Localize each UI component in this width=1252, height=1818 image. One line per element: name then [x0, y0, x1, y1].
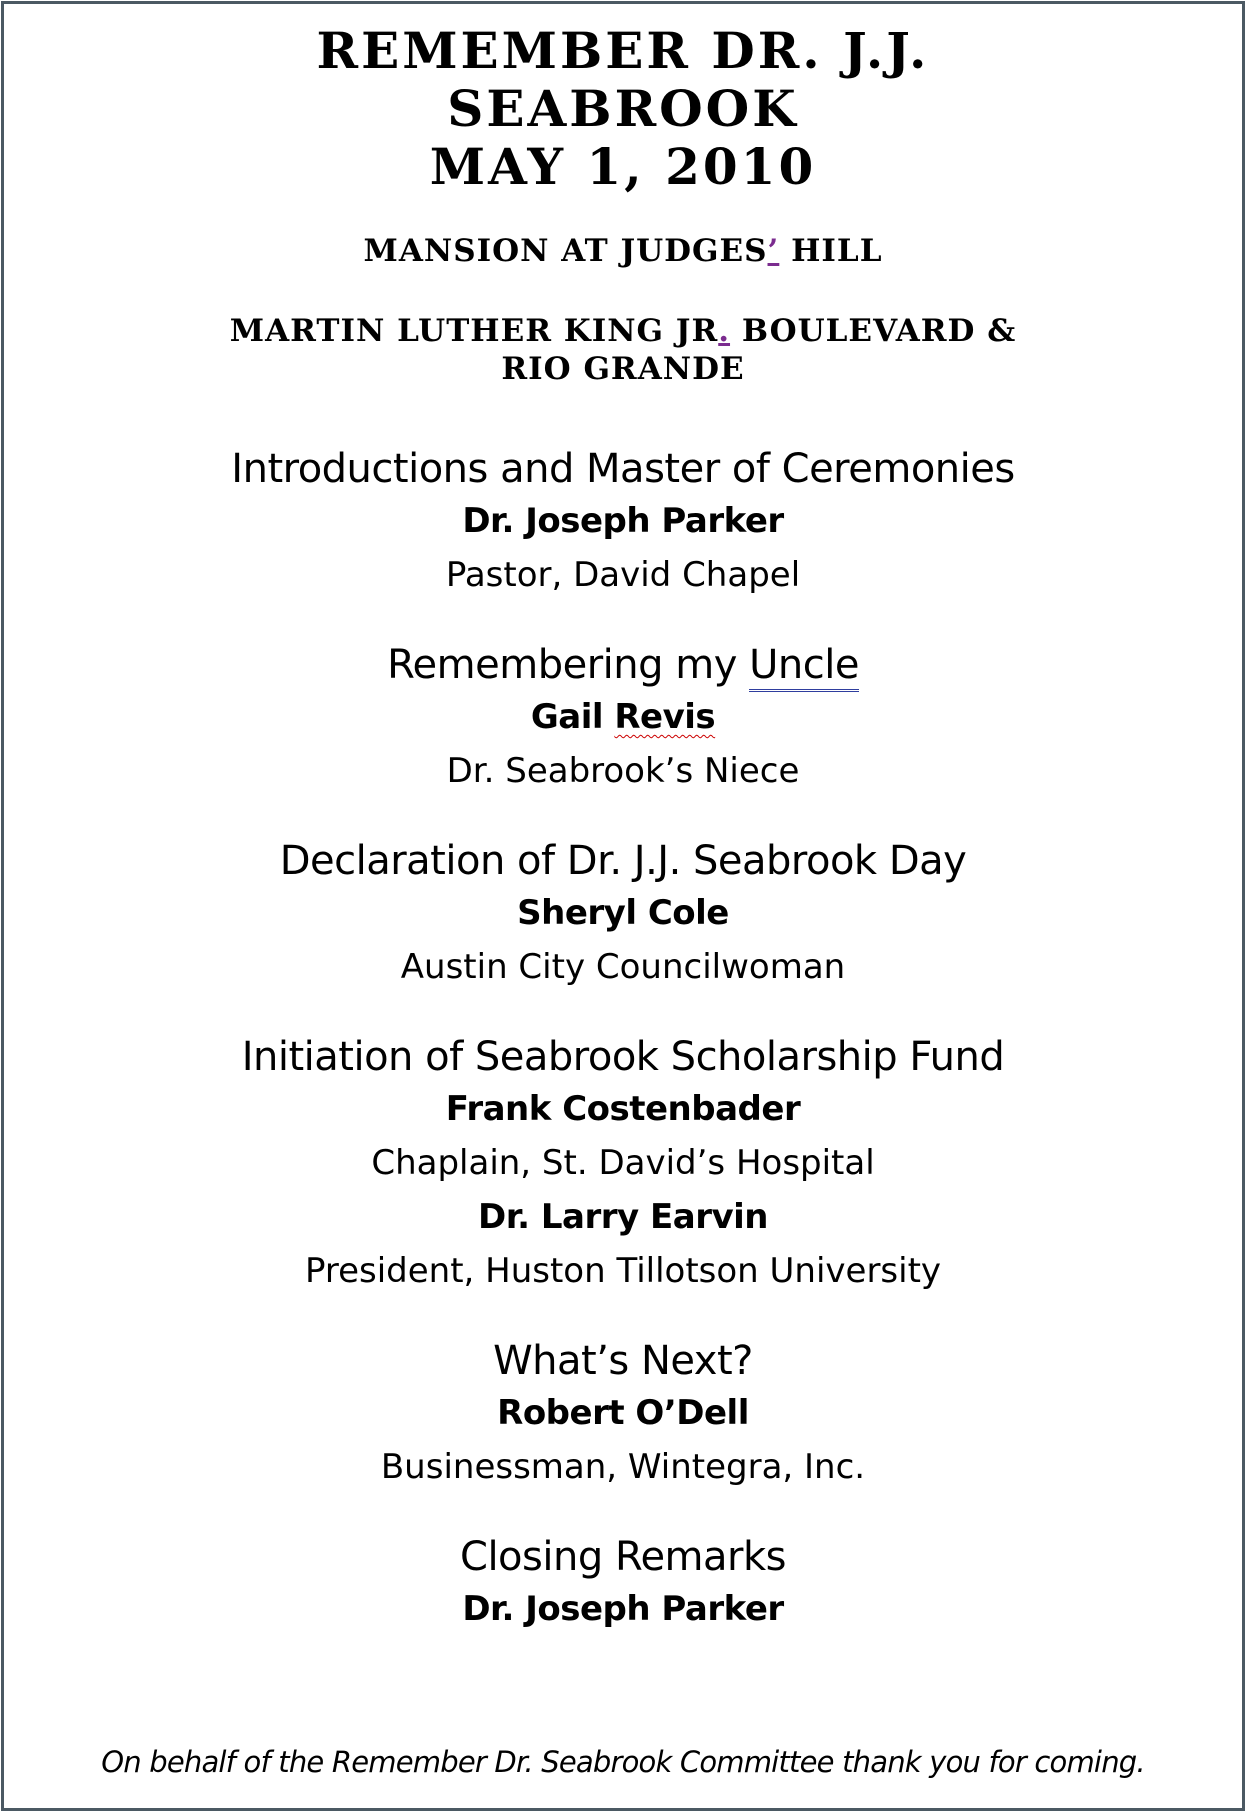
program-segment: [4, 1532, 1242, 1636]
segment-title: Declaration of Dr. J.J. Seabrook Day: [279, 838, 967, 884]
program-segment: [4, 640, 1242, 798]
program-segment: [4, 444, 1242, 602]
segment-title-part1: Remembering my: [387, 642, 750, 688]
venue-address-part1: MARTIN LUTHER KING JR: [229, 313, 719, 349]
speaker-name: Dr. Larry Earvin: [478, 1197, 768, 1237]
program-segment: [4, 1032, 1242, 1298]
speaker-first-name: Gail: [530, 697, 615, 737]
speaker-role: Austin City Councilwoman: [400, 947, 846, 987]
segment-title: Initiation of Seabrook Scholarship Fund: [241, 1034, 1005, 1080]
speaker-name: Frank Costenbader: [445, 1089, 801, 1129]
speaker-role: Chaplain, St. David’s Hospital: [371, 1143, 875, 1183]
segment-title: What’s Next?: [493, 1338, 753, 1384]
venue-name-apostrophe: ’: [767, 233, 780, 269]
title-date: MAY 1, 2010: [429, 137, 817, 196]
speaker-name: Dr. Joseph Parker: [462, 1589, 784, 1629]
venue-address-period: .: [718, 313, 731, 349]
venue-name-part2: HILL: [779, 233, 883, 269]
program-page: [1, 1, 1245, 1811]
segment-title-part2: Uncle: [749, 642, 859, 692]
speaker-role: Pastor, David Chapel: [445, 555, 801, 595]
speaker-name: [4, 690, 1242, 744]
speaker-name: Robert O’Dell: [497, 1393, 749, 1433]
program-segment: [4, 1336, 1242, 1494]
speaker-role: President, Huston Tillotson University: [304, 1251, 942, 1291]
venue-address-line-1: [4, 312, 1242, 350]
closing-thank-you: On behalf of the Remember Dr. Seabrook Committee thank you for coming.: [101, 1745, 1145, 1779]
segment-title: Closing Remarks: [460, 1534, 786, 1580]
title-line-1: REMEMBER DR. J.J.: [316, 21, 930, 80]
speaker-last-name: Revis: [614, 697, 716, 737]
speaker-name: Sheryl Cole: [517, 893, 729, 933]
speaker-role: Businessman, Wintegra, Inc.: [380, 1447, 866, 1487]
speaker-role: Dr. Seabrook’s Niece: [446, 751, 800, 791]
page-title: [4, 22, 1242, 196]
program-segment: [4, 836, 1242, 994]
segment-title: [4, 640, 1242, 690]
venue-address-part2: BOULEVARD &: [730, 313, 1017, 349]
speaker-name: Dr. Joseph Parker: [462, 501, 784, 541]
venue-address: [4, 312, 1242, 388]
program-list: [4, 444, 1242, 1674]
title-line-2: SEABROOK: [447, 79, 799, 138]
venue-address-line-2: RIO GRANDE: [501, 351, 745, 387]
segment-title: Introductions and Master of Ceremonies: [231, 446, 1015, 492]
venue-name: [4, 232, 1242, 270]
venue-name-part1: MANSION AT JUDGES: [363, 233, 768, 269]
